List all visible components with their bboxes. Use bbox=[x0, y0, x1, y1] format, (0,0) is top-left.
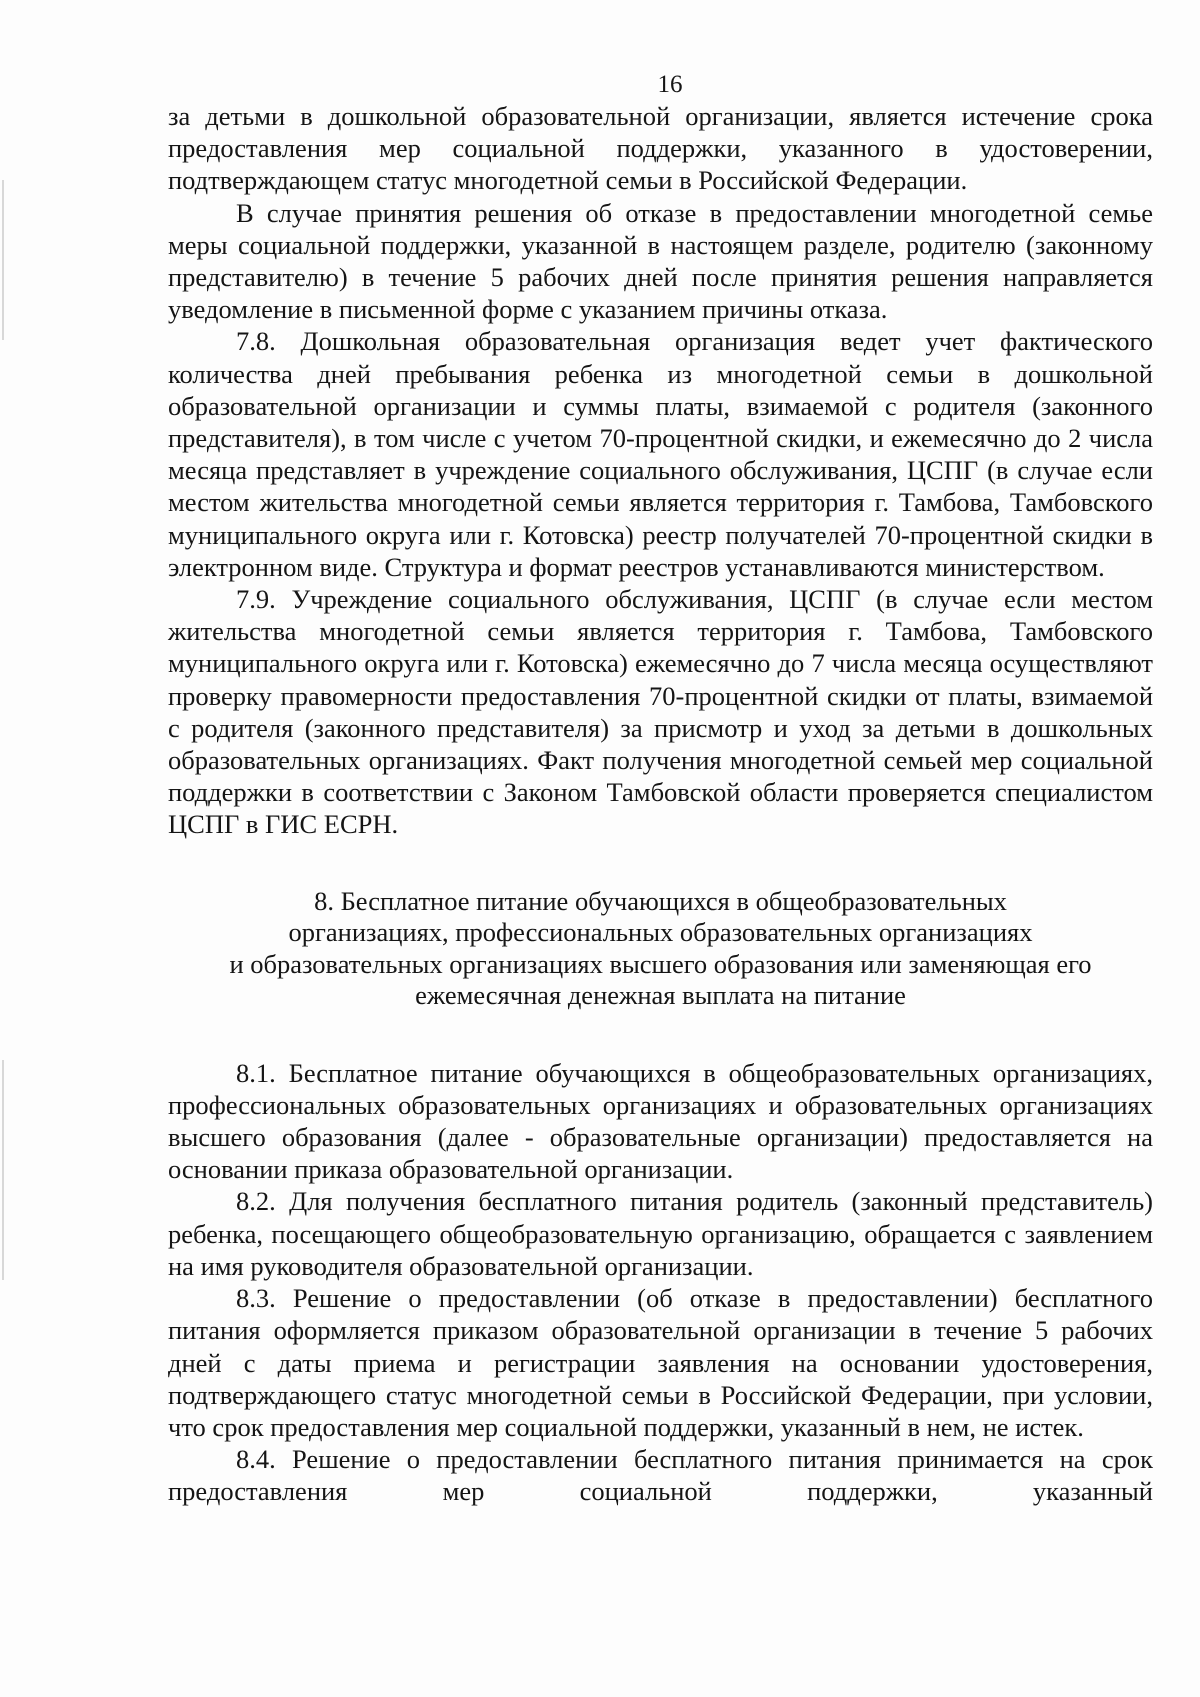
scan-edge-mark bbox=[2, 1060, 4, 1280]
heading-line: 8. Бесплатное питание обучающихся в общеобразовательных bbox=[314, 885, 1007, 916]
paragraph-8-3: 8.3. Решение о предоставлении (об отказе в предоставлении) бесплатного питания оформляется приказом образовательной организации в течение 5 рабочих дней с даты приема и регистрации заявления на основании удостоверения, подтверждающего статус многодетной семьи в Российской Федерации, при условии, что срок предоставления мер социальной поддержки, указанный в нем, не истек. bbox=[168, 1283, 1153, 1442]
page-number: 16 bbox=[657, 71, 683, 98]
paragraph-8-4: 8.4. Решение о предоставлении бесплатного питания принимается на срок предоставления мер социальной поддержки, указанный bbox=[168, 1444, 1153, 1507]
scan-edge-mark bbox=[2, 180, 4, 340]
section-heading-8 bbox=[168, 886, 1153, 1012]
paragraph-7-9: 7.9. Учреждение социального обслуживания, ЦСПГ (в случае если местом жительства многодетной семьи является территория г. Тамбова, Тамбовского муниципального округа или г. Котовска) ежемесячно до 7 числа месяца осуществляют проверку правомерности предоставления 70-процентной скидки от платы, взимаемой с родителя (законного представителя) за присмотр и уход за детьми в дошкольных образовательных организациях. Факт получения многодетной семьей мер социальной поддержки в соответствии с Законом Тамбовской области проверяется специалистом ЦСПГ в ГИС ЕСРН. bbox=[168, 584, 1153, 840]
heading-line: ежемесячная денежная выплата на питание bbox=[415, 980, 906, 1011]
paragraph-8-1: 8.1. Бесплатное питание обучающихся в общеобразовательных организациях, профессиональных образовательных организациях и образовательных организациях высшего образования (далее - образовательные организации) предоставляется на основании приказа образовательной организации. bbox=[168, 1057, 1153, 1185]
document-body bbox=[168, 100, 1153, 1508]
paragraph-continuation: за детьми в дошкольной образовательной организации, является истечение срока предоставления мер социальной поддержки, указанного в удостоверении, подтверждающем статус многодетной семьи в Российской Федерации. bbox=[168, 101, 1153, 196]
paragraph-refusal: В случае принятия решения об отказе в предоставлении многодетной семье меры социальной поддержки, указанной в настоящем разделе, родителю (законному представителю) в течение 5 рабочих дней после принятия решения направляется уведомление в письменной форме с указанием причины отказа. bbox=[168, 197, 1153, 325]
heading-line: организациях, профессиональных образовательных организациях bbox=[288, 917, 1033, 948]
heading-line: и образовательных организациях высшего образования или заменяющая его bbox=[229, 948, 1092, 979]
paragraph-8-2: 8.2. Для получения бесплатного питания родитель (законный представитель) ребенка, посещающего общеобразовательную организацию, обращается с заявлением на имя руководителя образовательной организации. bbox=[168, 1186, 1153, 1281]
paragraph-7-8: 7.8. Дошкольная образовательная организация ведет учет фактического количества дней пребывания ребенка из многодетной семьи в дошкольной образовательной организации и суммы платы, взимаемой с родителя (законного представителя), в том числе с учетом 70-процентной скидки, и ежемесячно до 2 числа месяца представляет в учреждение социального обслуживания, ЦСПГ (в случае если местом жительства многодетной семьи является территория г. Тамбова, Тамбовского муниципального округа или г. Котовска) реестр получателей 70-процентной скидки в электронном виде. Структура и формат реестров устанавливаются министерством. bbox=[168, 326, 1153, 582]
